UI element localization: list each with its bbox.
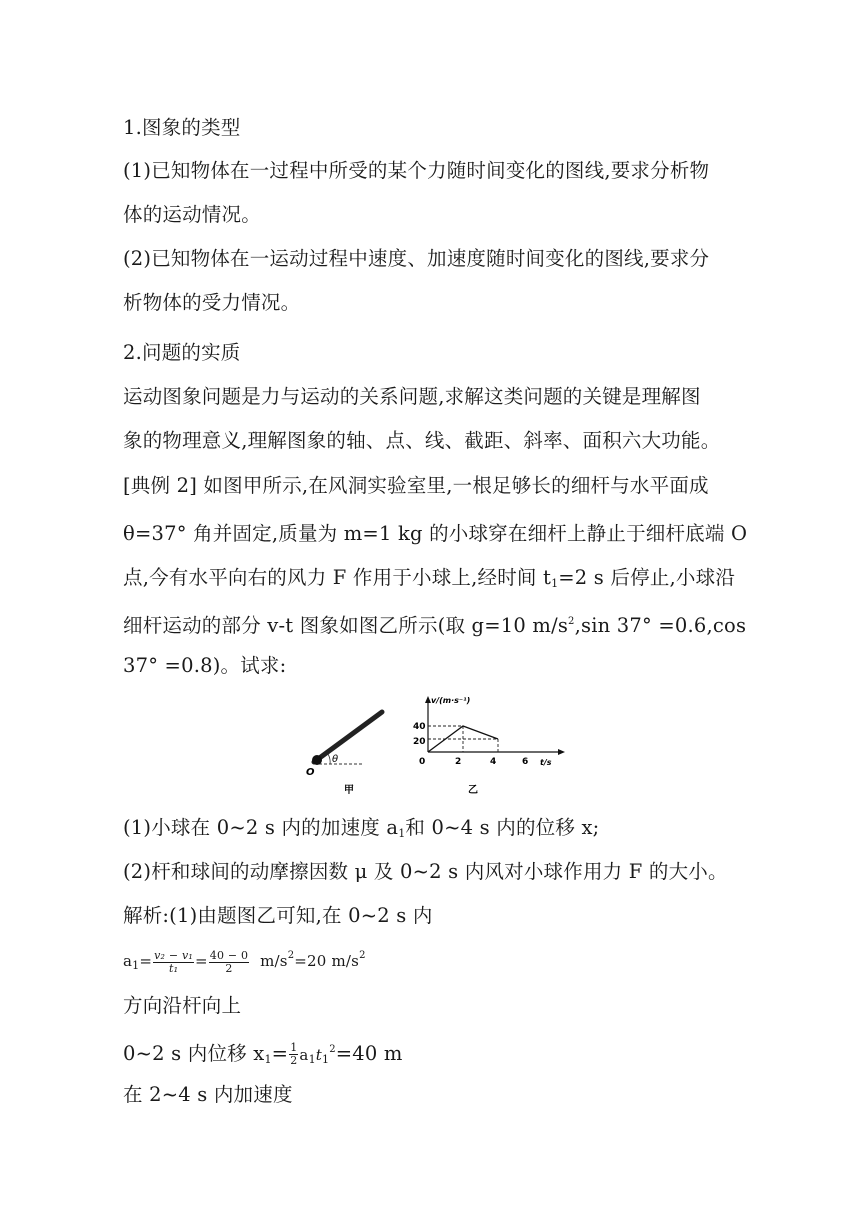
equation-acceleration: $a_1=$ $\frac{\text{v₂ − v₁}}{\text{t₁}}$ = $\frac{40 - 0}{2}$ $m/s^2=20$ $m/s^2$: [123, 948, 366, 975]
x-tick-4: 4: [490, 757, 497, 767]
x-tick-6: 6: [522, 757, 529, 767]
vt-chart: [413, 696, 565, 796]
fraction-40-over-2: $\frac{40 - 0}{2}$: [209, 948, 249, 975]
fraction-v-over-t: $\frac{\text{v₂ − v₁}}{\text{t₁}}$: [154, 948, 193, 975]
vt-marks: [428, 726, 498, 752]
x-tick-0: 0: [419, 757, 426, 767]
angle-arc: [328, 754, 330, 764]
y-tick-20: 20: [413, 737, 426, 747]
solution-displacement: 0~2 s 内位移 $x_1=$ $\frac{1}{2}$ $a_1t_1^2=40$ m: [123, 1041, 403, 1067]
y-axis-label: v/(m·s⁻¹): [431, 696, 471, 705]
example-line-2: θ=37° 角并固定,质量为 m=1 kg 的小球穿在细杆上静止于细杆底端 O: [123, 522, 748, 545]
paragraph-3-line-2: 象的物理意义,理解图象的轴、点、线、截距、斜率、面积六大功能。: [123, 429, 721, 452]
paragraph-2-line-1: (2)已知物体在一运动过程中速度、加速度随时间变化的图线,要求分: [123, 247, 710, 270]
example-line-4: 细杆运动的部分 v-t 图象如图乙所示(取 g=10 $m/s^2,\sin$ 37° =0.6,cos: [123, 614, 747, 637]
figure: [300, 694, 570, 804]
origin-label: O: [306, 767, 315, 778]
solution-line-1: 解析:(1)由题图乙可知,在 0~2 s 内: [123, 904, 433, 927]
question-1: (1)小球在 0~2 s 内的加速度 $a_1$和 0~4 s 内的位移 x;: [123, 816, 600, 840]
x-axis-label: t/s: [540, 758, 552, 767]
paragraph-1-line-2: 体的运动情况。: [123, 203, 261, 226]
small-ball: [312, 755, 322, 765]
solution-line-direction: 方向沿杆向上: [123, 994, 242, 1017]
angle-label: θ: [332, 754, 339, 765]
example-line-3: 点,今有水平向右的风力 F 作用于小球上,经时间 $t_1=2$ s 后停止,小球沿: [123, 566, 736, 590]
figure-label-left: 甲: [344, 785, 354, 796]
paragraph-2-line-2: 析物体的受力情况。: [123, 291, 301, 314]
figure-svg: [300, 694, 570, 804]
paragraph-1-line-1: (1)已知物体在一过程中所受的某个力随时间变化的图线,要求分析物: [123, 159, 710, 182]
x-axis-arrow: [558, 749, 565, 755]
heading-image-types: 1.图象的类型: [123, 116, 241, 139]
paragraph-3-line-1: 运动图象问题是力与运动的关系问题,求解这类问题的关键是理解图: [123, 385, 701, 408]
thin-rod: [314, 712, 382, 762]
example-line-5: 37° =0.8)。试求:: [123, 654, 287, 677]
rod-figure: [306, 712, 382, 796]
x-tick-2: 2: [455, 757, 462, 767]
question-2: (2)杆和球间的动摩擦因数 μ 及 0~2 s 内风对小球作用力 F 的大小。: [123, 860, 728, 883]
heading-problem-essence: 2.问题的实质: [123, 341, 241, 364]
figure-label-right: 乙: [468, 785, 478, 796]
example-line-1: [典例 2] 如图甲所示,在风洞实验室里,一根足够长的细杆与水平面成: [123, 474, 709, 497]
solution-line-4: 在 2~4 s 内加速度: [123, 1083, 293, 1106]
y-tick-40: 40: [413, 722, 426, 732]
fraction-one-half: $\frac{1}{2}$: [290, 1041, 298, 1067]
